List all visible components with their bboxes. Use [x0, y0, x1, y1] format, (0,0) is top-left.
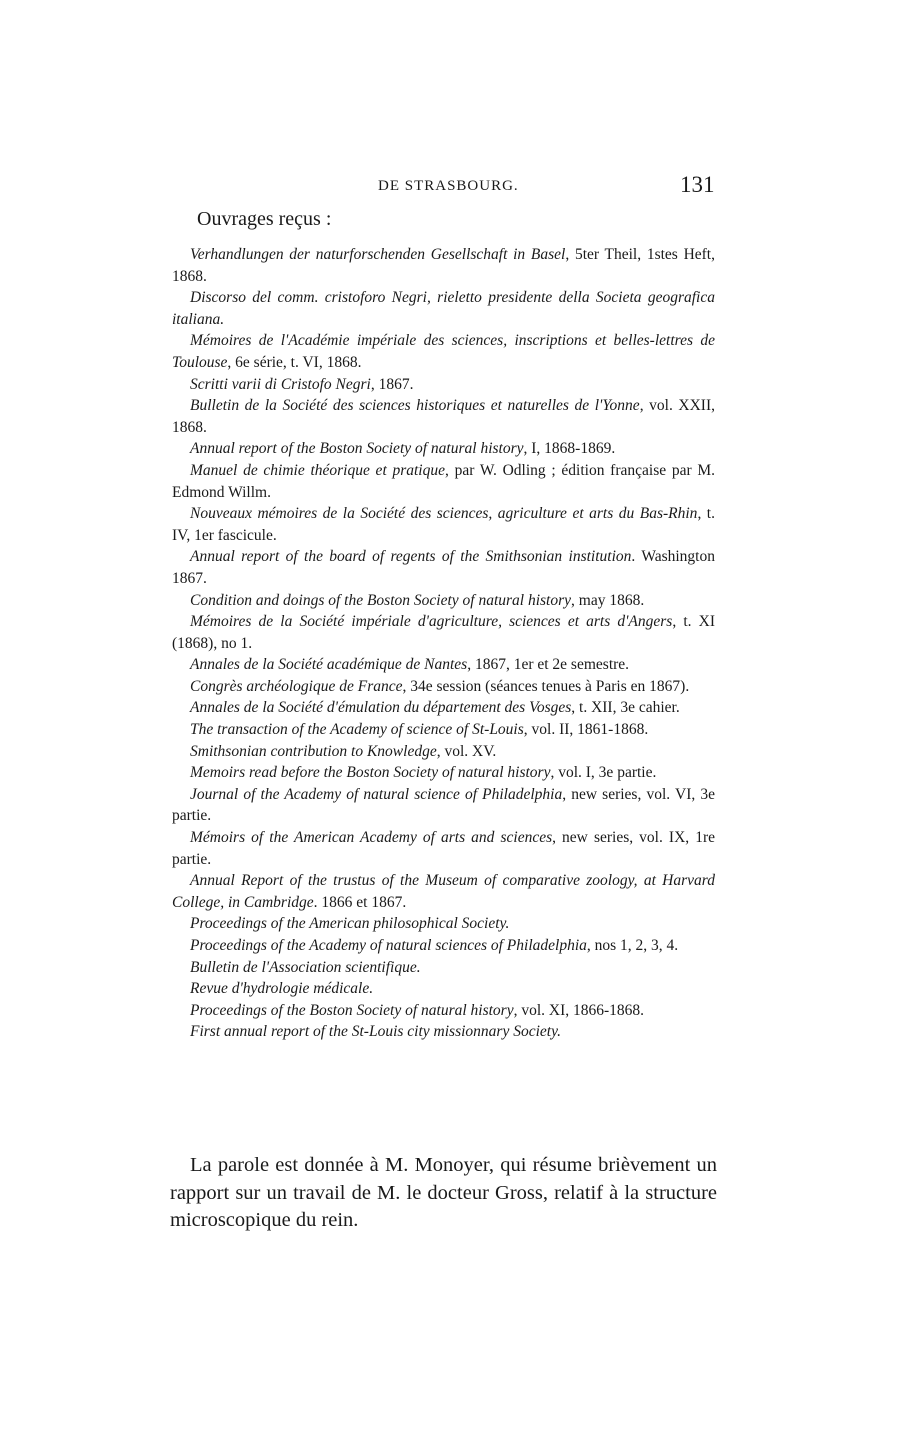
entry-title: Annual report of the Boston Society of natural history — [190, 440, 524, 458]
entry-detail: , vol. I, 3e partie. — [550, 764, 657, 782]
entry-detail: . 1866 et 1867. — [313, 893, 407, 911]
entry-detail: , t. IV, 1er fascicule. — [172, 505, 715, 544]
entry-detail: , may 1868. — [571, 591, 645, 609]
entry-detail: , new series, vol. IX, 1re partie. — [172, 829, 715, 868]
entry-detail: , 1867. — [370, 375, 414, 393]
received-works-list — [172, 244, 715, 1043]
list-item — [172, 611, 715, 654]
list-item — [172, 913, 715, 935]
entry-detail: , vol. XI, 1866-1868. — [513, 1001, 645, 1019]
entry-title: Mémoirs of the American Academy of arts and sciences — [190, 829, 553, 847]
entry-title: Scritti varii di Cristofo Negri — [190, 375, 371, 393]
list-item — [172, 1000, 715, 1022]
entry-title: Condition and doings of the Boston Society of natural history — [190, 591, 572, 609]
entry-title: First annual report of the St-Louis city missionnary Society. — [190, 1023, 561, 1041]
entry-title: Mémoires de l'Académie impériale des sciences, inscriptions et belles-lettres de Toulouse — [172, 332, 715, 371]
entry-detail: , 6e série, t. VI, 1868. — [227, 353, 362, 371]
entry-detail: , I, 1868-1869. — [523, 440, 616, 458]
list-item — [172, 546, 715, 589]
entry-detail: , t. XII, 3e cahier. — [571, 699, 680, 717]
list-item — [172, 438, 715, 460]
entry-title: Mémoires de la Société impériale d'agriculture, sciences et arts d'Angers — [190, 613, 673, 631]
entry-title: Memoirs read before the Boston Society of natural history — [190, 764, 551, 782]
entry-title: Proceedings of the American philosophical Society. — [190, 915, 510, 933]
entry-detail: , vol. II, 1861-1868. — [523, 721, 649, 739]
list-item — [172, 1021, 715, 1043]
page-number: 131 — [680, 172, 715, 197]
list-item — [172, 395, 715, 438]
list-item — [172, 978, 715, 1000]
entry-detail: , t. XI (1868), no 1. — [172, 613, 715, 652]
entry-title: Annual Report of the trustus of the Museum of comparative zoology, at Harvard College, in Cambridge — [172, 872, 715, 911]
entry-detail: , vol. XXII, 1868. — [172, 397, 715, 436]
list-item — [172, 676, 715, 698]
entry-detail: , new series, vol. VI, 3e partie. — [172, 785, 715, 825]
entry-detail: , par W. Odling ; édition française par M. Edmond Willm. — [172, 461, 715, 501]
list-item — [172, 590, 715, 612]
entry-detail: . Washington 1867. — [172, 548, 715, 587]
list-item — [172, 503, 715, 546]
entry-title: Proceedings of the Academy of natural sciences of Philadelphia — [190, 937, 587, 954]
list-item — [172, 719, 715, 741]
list-item — [172, 827, 715, 870]
entry-title: The transaction of the Academy of science of St-Louis — [190, 721, 524, 739]
entry-title: Bulletin de l'Association scientifique. — [190, 958, 421, 976]
entry-title: Annales de la Société d'émulation du département des Vosges — [190, 699, 572, 717]
list-item — [172, 654, 715, 676]
running-header: DE STRASBOURG. — [378, 178, 519, 194]
entry-title: Annual report of the board of regents of the Smithsonian institution — [190, 548, 632, 566]
entry-title: Congrès archéologique de France — [190, 677, 403, 695]
list-item — [172, 374, 715, 396]
list-item — [172, 244, 715, 287]
entry-title: Manuel de chimie théorique et pratique — [190, 461, 445, 479]
entry-detail: , 34e session (séances tenues à Paris en 1867). — [402, 677, 690, 695]
list-item — [172, 784, 715, 827]
list-item — [172, 957, 715, 979]
list-item — [172, 935, 715, 957]
entry-detail: , 5ter Theil, 1stes Heft, 1868. — [172, 246, 715, 285]
list-item — [172, 697, 715, 719]
entry-detail: , 1867, 1er et 2e semestre. — [467, 656, 630, 674]
list-item — [172, 330, 715, 373]
entry-title: Annales de la Société académique de Nantes — [190, 656, 468, 674]
entry-detail: , nos 1, 2, 3, 4. — [586, 937, 679, 954]
list-item — [172, 870, 715, 913]
list-item — [172, 287, 715, 330]
entry-title: Nouveaux mémoires de la Société des sciences, agriculture et arts du Bas-Rhin — [190, 505, 698, 523]
list-item — [172, 762, 715, 784]
entry-title: Smithsonian contribution to Knowledge — [190, 742, 437, 760]
entry-title: Discorso del comm. cristoforo Negri, rieletto presidente della Societa geografica italiana. — [172, 289, 715, 328]
entry-detail: , vol. XV. — [436, 742, 497, 760]
entry-title: Journal of the Academy of natural science of Philadelphia — [190, 785, 563, 803]
entry-title: Revue d'hydrologie médicale. — [190, 980, 374, 998]
list-item — [172, 741, 715, 763]
entry-title: Proceedings of the Boston Society of natural history — [190, 1001, 514, 1019]
section-heading: Ouvrages reçus : — [197, 208, 332, 230]
closing-paragraph: La parole est donnée à M. Monoyer, qui résume brièvement un rapport sur un travail de M. le docteur Gross, relatif à la structure microscopique du rein. — [170, 1154, 717, 1231]
entry-title: Bulletin de la Société des sciences historiques et naturelles de l'Yonne — [190, 397, 640, 415]
list-item — [172, 460, 715, 503]
entry-title: Verhandlungen der naturforschenden Gesellschaft in Basel — [190, 246, 566, 263]
